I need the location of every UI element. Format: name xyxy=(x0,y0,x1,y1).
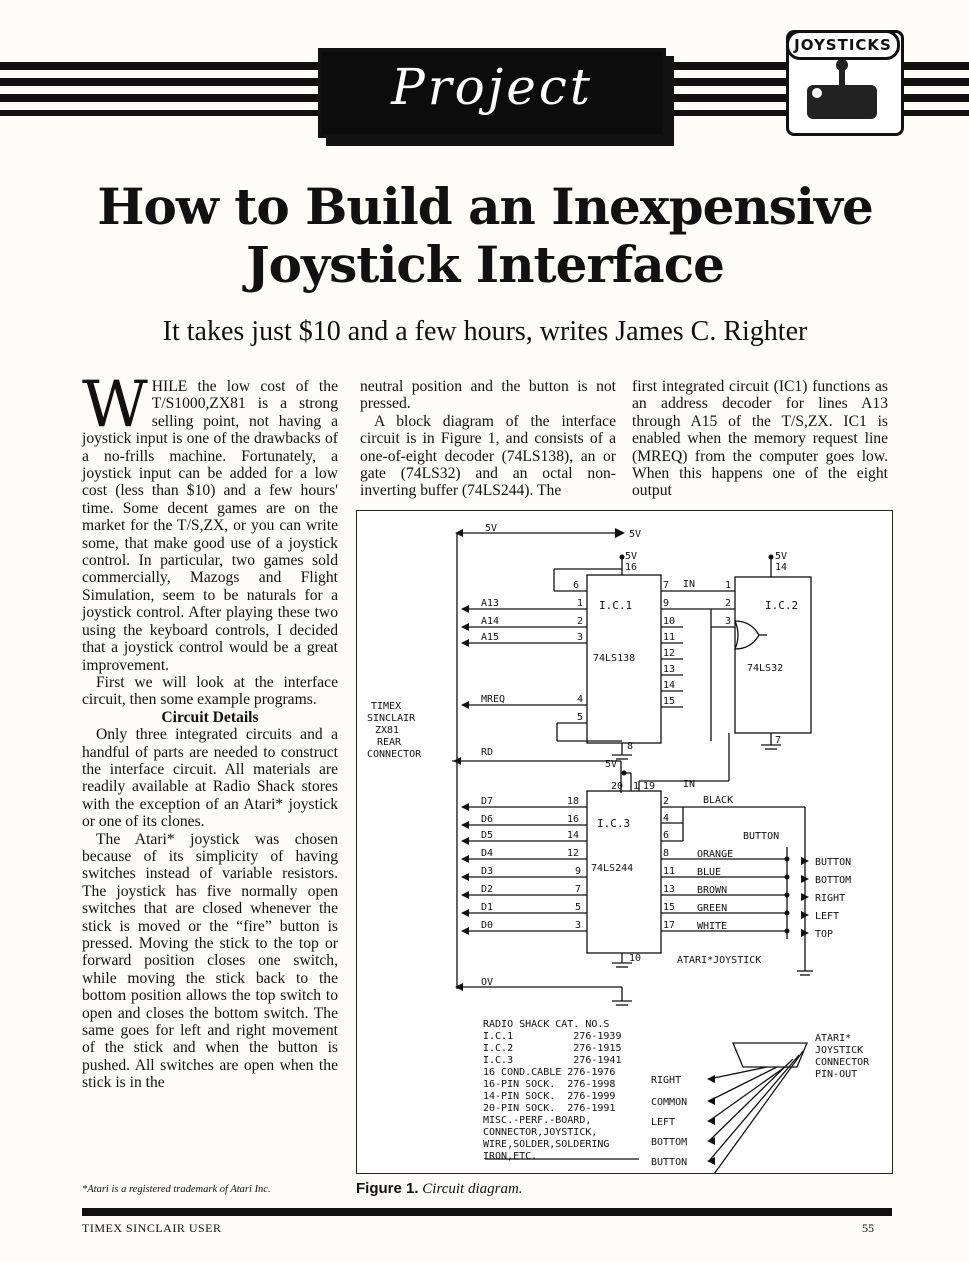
ic1-pin: 9 xyxy=(663,598,670,609)
ic3-pin: 4 xyxy=(663,813,670,824)
section-heading: Circuit Details xyxy=(161,708,259,726)
ic1-pin: 1 xyxy=(577,598,584,609)
timex-label: SINCLAIR xyxy=(367,713,416,724)
ic1-part: 74LS138 xyxy=(593,653,636,664)
switch-label: BOTTOM xyxy=(815,875,852,886)
caption-text: Circuit diagram. xyxy=(418,1181,523,1197)
ic3-pin: 14 xyxy=(567,830,580,841)
parts-list-line: 14-PIN SOCK. 276-1999 xyxy=(483,1091,616,1102)
ic3-pin: 11 xyxy=(663,866,676,877)
ic1-pin: 10 xyxy=(663,616,676,627)
pinout-label: BOTTOM xyxy=(651,1137,688,1148)
caption-number: Figure 1. xyxy=(356,1180,419,1197)
ic1-pin: 5 xyxy=(577,712,584,723)
parts-list-line: 20-PIN SOCK. 276-1991 xyxy=(483,1103,616,1114)
paragraph-text: HILE the low cost of the T/S1000,ZX81 is a strong selling point, not having a joystick input is one of the drawbacks of a no-frills machine. Fortunately, a joystick input can be added for a low cost (less than $10) and a few hours' time. Some decent games are on the market for the T/S,ZX, or you can write some, that make good use of a joystick control. In particular, two games sold commercially, Mazogs and Flight Simulation, seem to be naturals for a joystick control. After playing these two using the keyboard controls, I decided that a joystick control would be a great improvement. xyxy=(82,378,338,674)
ic2-label: I.C.2 xyxy=(765,599,799,612)
ic3-pin: 13 xyxy=(663,884,676,895)
paragraph: First we will look at the interface circuit, then some example programs. xyxy=(82,673,338,709)
parts-list-line: 16 COND.CABLE 276-1976 xyxy=(483,1067,616,1078)
logo-label: JOYSTICKS xyxy=(786,30,900,60)
ic2-pin: 2 xyxy=(725,598,732,609)
ic3-pin10: 10 xyxy=(629,953,642,964)
parts-list-line: IRON,ETC. xyxy=(483,1151,538,1162)
timex-label: TIMEX xyxy=(371,701,402,712)
pinout-label: COMMON xyxy=(651,1097,688,1108)
circuit-diagram xyxy=(356,510,893,1174)
in-label-ic3: IN xyxy=(683,779,696,790)
parts-list-line: MISC.-PERF.-BOARD, xyxy=(483,1115,592,1126)
ic3-pin: 16 xyxy=(567,814,580,825)
project-banner xyxy=(318,48,666,138)
pinout-label: BUTTON xyxy=(651,1157,688,1168)
mreq-label: MREQ xyxy=(481,694,506,705)
drop-cap: W xyxy=(82,368,148,442)
ic1-pin: 2 xyxy=(577,616,584,627)
ic3-pin: 2 xyxy=(663,796,670,807)
label-ic2-pin14: 14 xyxy=(775,562,788,573)
label-ic1-pin16: 16 xyxy=(625,562,638,573)
parts-list-line: I.C.2 276-1915 xyxy=(483,1043,622,1054)
rd-label: RD xyxy=(481,747,494,758)
addr-a13: A13 xyxy=(481,598,500,609)
ic1-pin: 4 xyxy=(577,694,584,705)
pinout-label: RIGHT xyxy=(651,1075,682,1086)
ic1-pin: 13 xyxy=(663,664,676,675)
parts-list-line: RADIO SHACK CAT. NO.S xyxy=(483,1019,610,1030)
pinout-title: JOYSTICK xyxy=(815,1045,864,1056)
timex-label: ZX81 xyxy=(375,725,400,736)
ic1-pin: 14 xyxy=(663,680,676,691)
wire-label: WHITE xyxy=(697,921,728,932)
ic1-pin8: 8 xyxy=(627,741,634,752)
label-5v-bus: 5V xyxy=(485,523,498,534)
ic1-label: I.C.1 xyxy=(599,599,633,612)
ic3-pin: 3 xyxy=(575,920,582,931)
paragraph: The Atari* joystick was chosen because of its simplicity of having switches instead of variable resistors. The joystick has five normally open switches that are closed whenever the stick is moved or the “fire” button is pressed. Moving the stick to the top or forward position closes one switch, while moving the stick back to the bottom position allows the top switch to open and closes the bottom switch. The same goes for left and right movement of the stick and when the button is pushed. All switches are open when the stick is in the xyxy=(82,830,338,1092)
label-5v-ic2: 5V xyxy=(775,551,788,562)
data-line: D5 xyxy=(481,830,494,841)
switch-label: RIGHT xyxy=(815,893,846,904)
ic1-pin: 11 xyxy=(663,632,676,643)
wire-label: GREEN xyxy=(697,903,728,914)
data-line: D7 xyxy=(481,796,494,807)
button-label: BUTTON xyxy=(743,831,780,842)
column-1 xyxy=(82,368,338,1092)
ic2-pin: 3 xyxy=(725,616,732,627)
ic3-pin1: 1 xyxy=(633,781,640,792)
footer-rule xyxy=(82,1208,892,1216)
data-line: D1 xyxy=(481,902,494,913)
label-5v-ic1: 5V xyxy=(625,551,638,562)
paragraph: A block diagram of the interface circuit is in Figure 1, and consists of a one-of-eight decoder (74LS138), an or gate (74LS32) and an octal non-inverting buffer (74LS244). The xyxy=(360,412,616,500)
ic1-pin: 7 xyxy=(663,580,670,591)
title-line-2: Joystick Interface xyxy=(246,235,724,294)
ic3-part: 74LS244 xyxy=(591,863,634,874)
data-line: D3 xyxy=(481,866,494,877)
ic3-pin: 7 xyxy=(575,884,582,895)
switch-label: BUTTON xyxy=(815,857,852,868)
footnote: *Atari is a registered trademark of Atari Inc. xyxy=(82,1184,271,1195)
parts-list-line: 16-PIN SOCK. 276-1998 xyxy=(483,1079,616,1090)
ic1-pin: 6 xyxy=(573,580,580,591)
in-label-ic2: IN xyxy=(683,579,696,590)
wire-label: ORANGE xyxy=(697,849,734,860)
ic3-pin: 12 xyxy=(567,848,580,859)
wire-label: BLUE xyxy=(697,867,722,878)
timex-label: REAR xyxy=(377,737,402,748)
figure-caption xyxy=(356,1180,523,1198)
ic3-label: I.C.3 xyxy=(597,817,631,830)
ic3-pin: 6 xyxy=(663,830,670,841)
title-line-1: How to Build an Inexpensive xyxy=(97,177,873,236)
atari-joystick-label: ATARI*JOYSTICK xyxy=(677,955,762,966)
paragraph xyxy=(82,368,338,674)
ic3-pin: 17 xyxy=(663,920,676,931)
data-line: D0 xyxy=(481,920,494,931)
parts-list-line: WIRE,SOLDER,SOLDERING xyxy=(483,1139,610,1150)
switch-label: LEFT xyxy=(815,911,840,922)
page-title xyxy=(60,178,910,294)
ic3-pin: 5 xyxy=(575,902,582,913)
subtitle: It takes just $10 and a few hours, writes James C. Righter xyxy=(162,316,808,347)
switch-label: TOP xyxy=(815,929,834,940)
parts-list-line: CONNECTOR,JOYSTICK, xyxy=(483,1127,598,1138)
ic2-part: 74LS32 xyxy=(747,663,784,674)
wire-label: BLACK xyxy=(703,795,734,806)
ic3-pin: 15 xyxy=(663,902,676,913)
ic1-pin: 15 xyxy=(663,696,676,707)
ic2-pin7: 7 xyxy=(775,735,782,746)
column-3 xyxy=(632,378,888,500)
ic3-pin: 18 xyxy=(567,796,580,807)
ic3-pin19: 19 xyxy=(643,781,656,792)
parts-list-line: I.C.3 276-1941 xyxy=(483,1055,622,1066)
parts-list-line: I.C.1 276-1939 xyxy=(483,1031,622,1042)
data-line: D4 xyxy=(481,848,494,859)
label-5v-arrow: 5V xyxy=(629,529,642,540)
addr-a14: A14 xyxy=(481,616,500,627)
pinout-title: CONNECTOR xyxy=(815,1057,870,1068)
ic3-pin: 9 xyxy=(575,866,582,877)
section-label: Project xyxy=(391,58,593,116)
ic1-pin: 12 xyxy=(663,648,676,659)
label-5v-ic3: 5V xyxy=(605,759,618,770)
circuit-svg xyxy=(357,511,892,1173)
ic3-pin20: 20 xyxy=(611,781,624,792)
paragraph: Only three integrated circuits and a handful of parts are needed to construct the interface circuit. All materials are readily available at Radio Shack stores with the exception of an Atari* joystick or one of its clones. xyxy=(82,726,338,831)
timex-label: CONNECTOR xyxy=(367,749,422,760)
addr-a15: A15 xyxy=(481,632,500,643)
pinout-title: ATARI* xyxy=(815,1033,852,1044)
pinout-title: PIN-OUT xyxy=(815,1069,858,1080)
paragraph: first integrated circuit (IC1) functions as an address decoder for lines A13 through A15 of the T/S,ZX. IC1 is enabled when the memory request line (MREQ) from the computer goes low. When this happens one of the eight output xyxy=(632,378,888,500)
data-line: D2 xyxy=(481,884,494,895)
column-2 xyxy=(360,378,616,500)
ic1-pin: 3 xyxy=(577,632,584,643)
paragraph: neutral position and the button is not pressed. xyxy=(360,378,616,413)
pinout-label: LEFT xyxy=(651,1117,676,1128)
data-line: D6 xyxy=(481,814,494,825)
ic2-pin: 1 xyxy=(725,580,732,591)
ov-label: OV xyxy=(481,977,494,988)
footer-publication: TIMEX SINCLAIR USER xyxy=(82,1221,222,1235)
wire-label: BROWN xyxy=(697,885,728,896)
page-number: 55 xyxy=(862,1221,874,1235)
ic3-pin: 8 xyxy=(663,848,670,859)
